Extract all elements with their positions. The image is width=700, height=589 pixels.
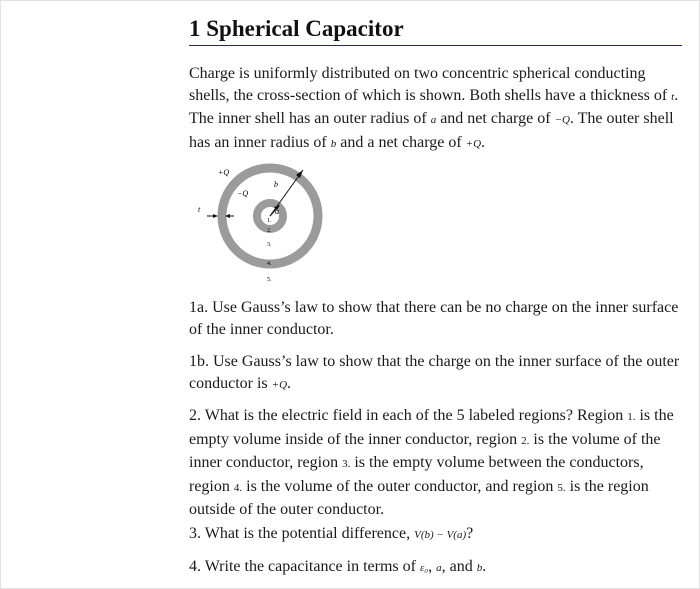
- question-3-text: 3. What is the potential difference,: [189, 525, 415, 542]
- intro-paragraph: [189, 63, 685, 155]
- symbol-pos-q-1b: +Q: [271, 378, 288, 391]
- label-t: t: [198, 205, 201, 214]
- region-ref-5: 5.: [557, 481, 566, 494]
- region-label-2: 2.: [267, 228, 272, 234]
- region-ref-1: 1.: [627, 411, 636, 423]
- label-plus-q: +Q: [218, 168, 230, 177]
- question-1b-text: 1b. Use Gauss’s law to show that the charge on the inner surface of the outer conductor is: [189, 353, 680, 392]
- question-4-sep-2: , and: [441, 558, 477, 575]
- symbol-pos-q: +Q: [465, 137, 482, 150]
- symbol-t: t: [671, 90, 675, 103]
- symbol-b-q4: b: [476, 562, 483, 574]
- question-4-sep-1: ,: [428, 558, 437, 575]
- label-a: a: [275, 207, 279, 216]
- intro-text-4: . The outer shell has an inner radius of: [189, 110, 674, 151]
- region-label-5: 5.: [267, 277, 272, 283]
- symbol-b: b: [330, 137, 337, 150]
- potential-difference-expr: V(b) − V(a): [414, 529, 467, 541]
- region-label-1: 1.: [267, 218, 272, 224]
- question-2-text-4: is the empty volume between the conductors, region: [189, 454, 644, 495]
- intro-text-3: and net charge of: [436, 110, 555, 127]
- question-2: [189, 405, 685, 521]
- symbol-a: a: [430, 114, 437, 126]
- question-2-text-5: is the volume of the outer conductor, and region: [242, 477, 558, 495]
- region-ref-2: 2.: [521, 434, 530, 447]
- symbol-a-q4: a: [436, 562, 442, 574]
- thickness-arrowhead-left: [213, 214, 218, 218]
- symbol-epsilon-0: ε₀: [419, 562, 429, 574]
- intro-text-6: .: [481, 133, 486, 151]
- intro-text-5: and a net charge of: [336, 133, 466, 151]
- question-2-text-2: is the empty volume inside of the inner conductor, region: [189, 407, 674, 448]
- region-ref-3: 3.: [342, 458, 351, 470]
- label-minus-q: −Q: [237, 189, 249, 198]
- question-2-text-1: 2. What is the electric field in each of the 5 labeled regions? Region: [189, 407, 628, 424]
- region-ref-4: 4.: [233, 481, 243, 494]
- question-3: [189, 523, 685, 547]
- label-b: b: [274, 180, 278, 189]
- page-title: 1 Spherical Capacitor: [189, 16, 404, 41]
- question-1a: 1a. Use Gauss’s law to show that there can be no charge on the inner surface of the inner conductor.: [189, 299, 679, 338]
- question-4-text: 4. Write the capacitance in terms of: [189, 558, 420, 575]
- question-1b: [189, 351, 685, 396]
- question-2-text-6: is the region outside of the outer conductor.: [189, 477, 649, 518]
- question-3-end: ?: [466, 525, 474, 542]
- region-label-3: 3.: [267, 242, 272, 248]
- question-4-end: .: [482, 558, 487, 575]
- question-4: [189, 556, 685, 580]
- region-label-4: 4.: [267, 261, 272, 267]
- symbol-neg-q: −Q: [554, 114, 570, 126]
- intro-text-1: Charge is uniformly distributed on two concentric spherical conducting shells, the cross-section of which is shown. Both shells have a thickness of: [189, 65, 672, 104]
- question-2-text-3: is the volume of the inner conductor, region: [189, 430, 661, 471]
- title-underline: [189, 45, 682, 46]
- spherical-capacitor-diagram: [196, 161, 328, 291]
- intro-text-2: . The inner shell has an outer radius of: [189, 86, 679, 127]
- question-1b-end: .: [287, 374, 292, 392]
